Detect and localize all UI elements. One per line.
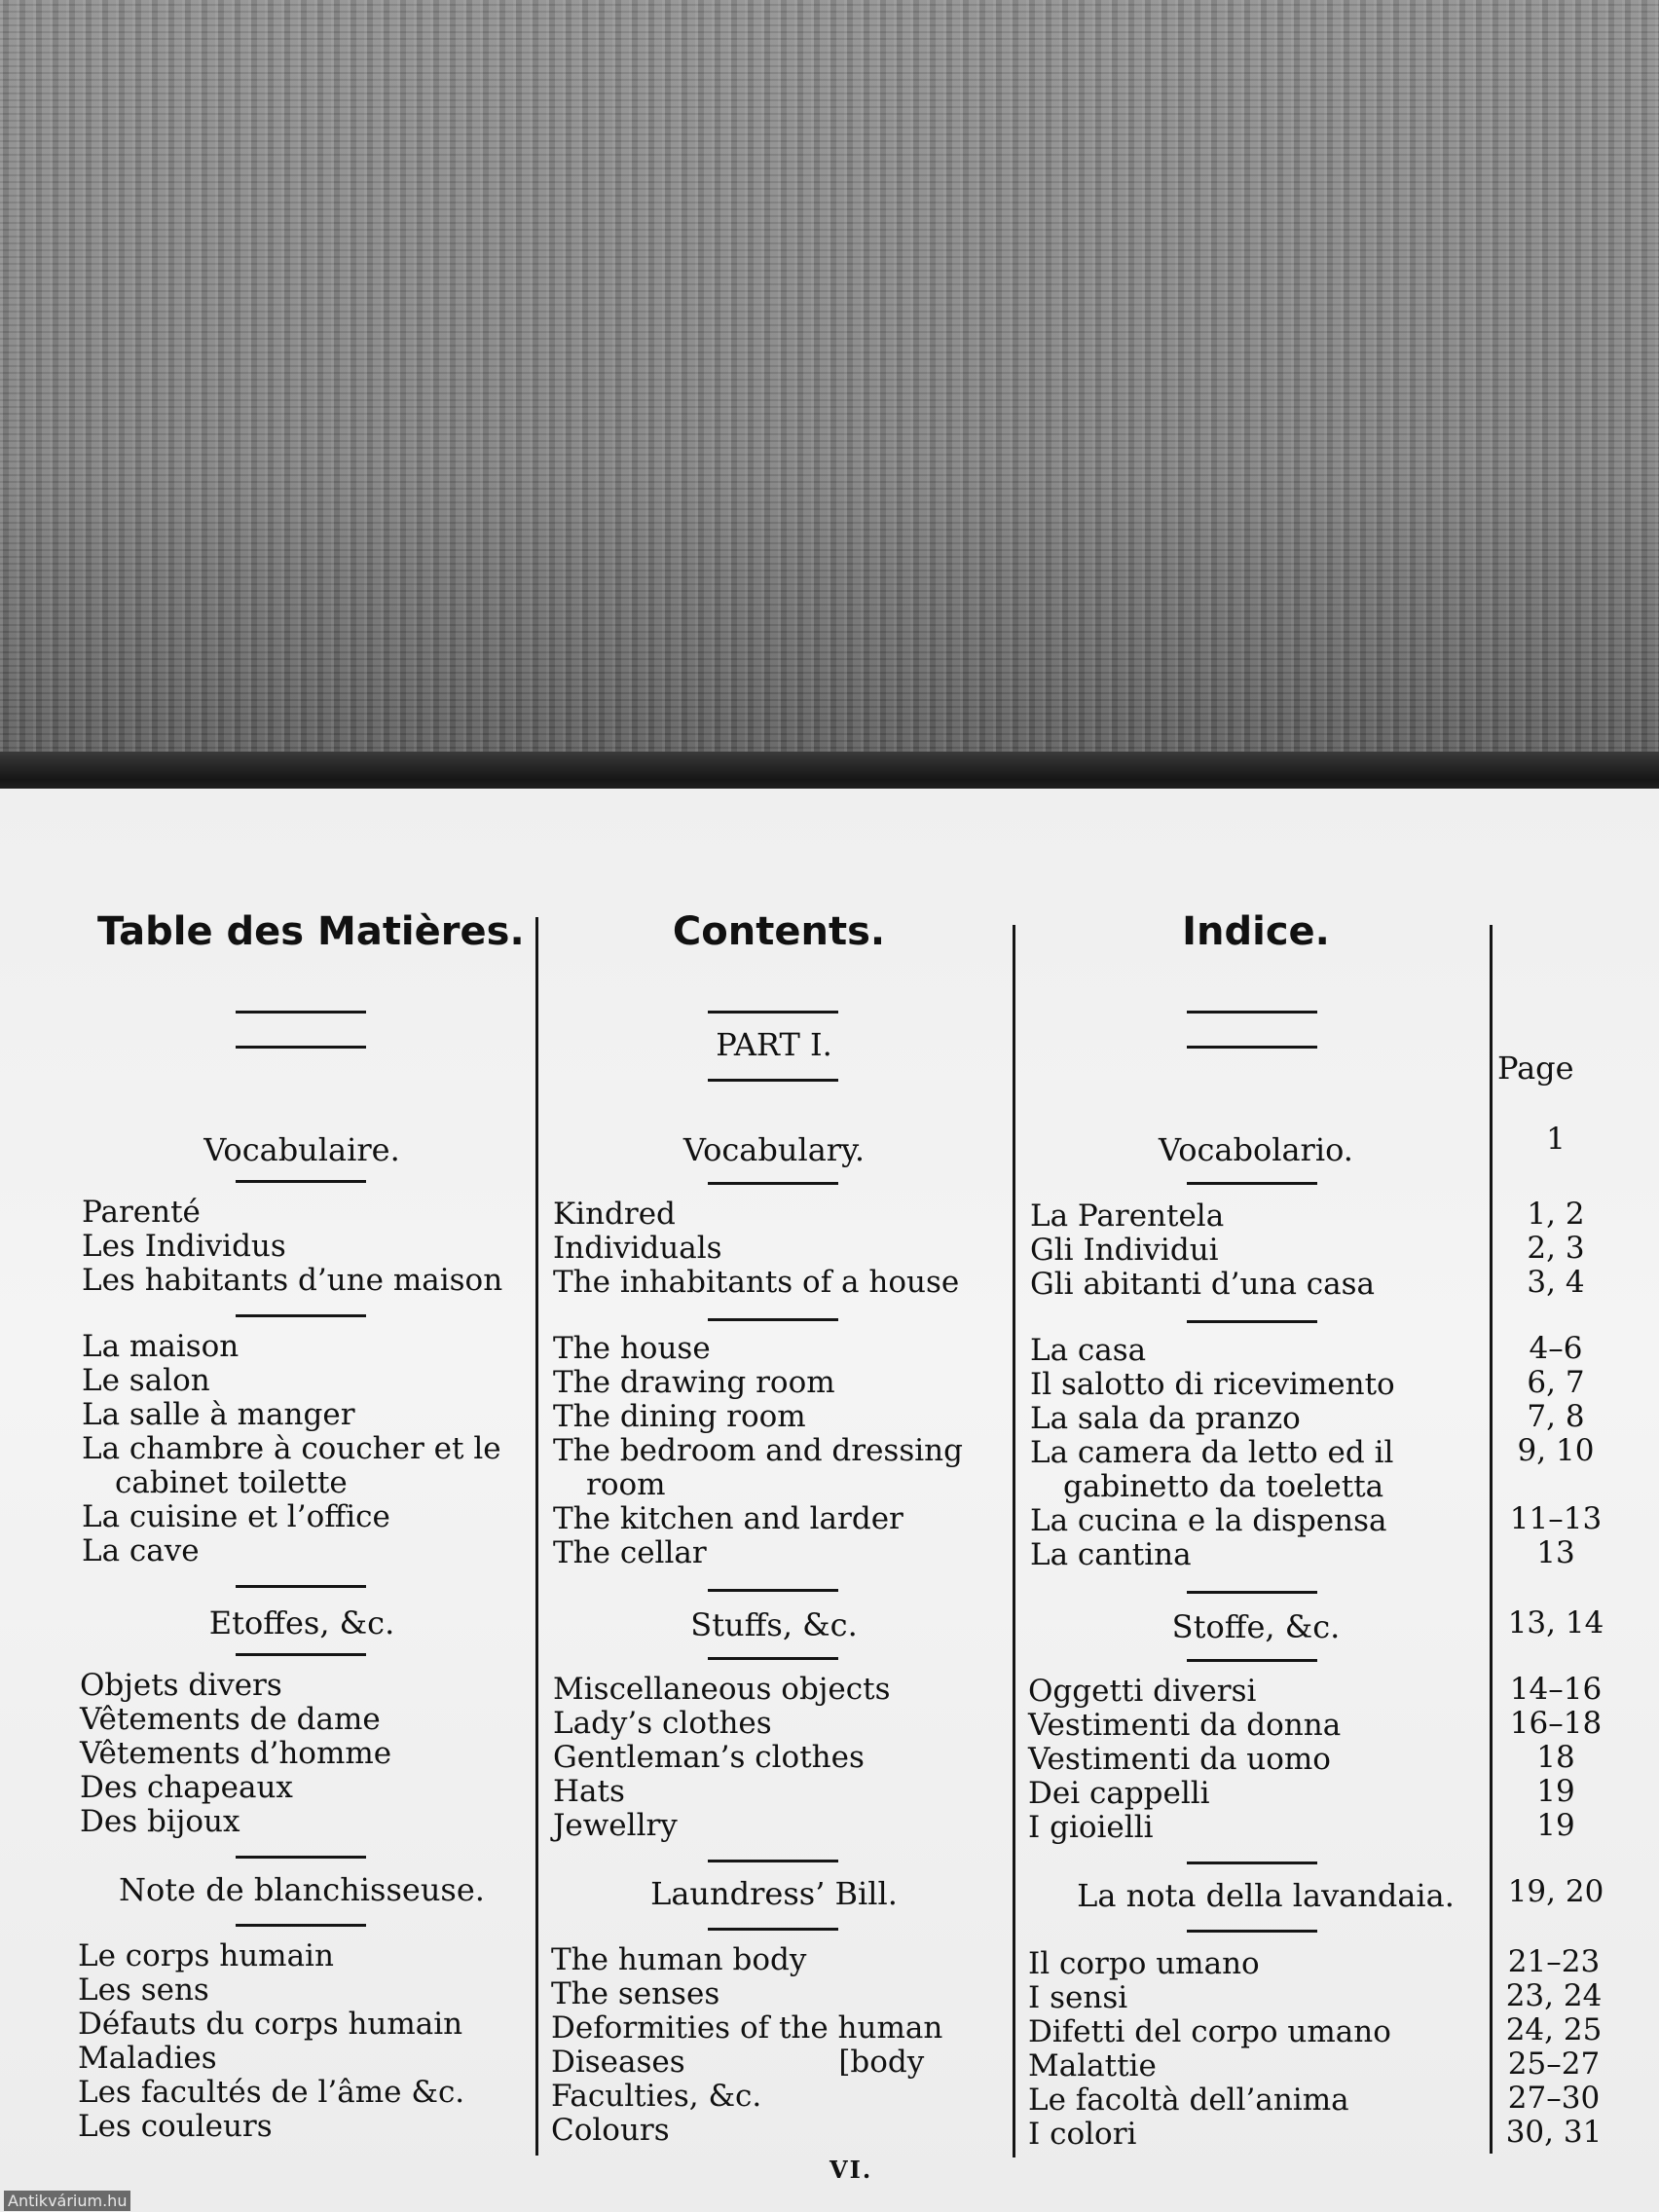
divider-rule bbox=[1187, 1182, 1317, 1185]
section-title-english: Vocabulary. bbox=[682, 1131, 866, 1168]
divider-rule bbox=[236, 1180, 366, 1183]
divider-rule bbox=[236, 1046, 366, 1049]
entry-italian: La camera da letto ed il bbox=[1030, 1435, 1394, 1470]
entry-french: La chambre à coucher et le bbox=[82, 1431, 501, 1466]
divider-rule bbox=[1187, 1320, 1317, 1323]
entry-french: Le corps humain bbox=[78, 1938, 334, 1973]
entry-page: 30, 31 bbox=[1505, 2115, 1603, 2150]
entry-page: 21–23 bbox=[1507, 1944, 1601, 1979]
entry-english: The human body bbox=[551, 1942, 807, 1977]
entry-page: 6, 7 bbox=[1527, 1365, 1585, 1400]
entry-english: The dining room bbox=[553, 1399, 806, 1434]
entry-italian: La Parentela bbox=[1030, 1198, 1225, 1234]
divider-rule bbox=[1187, 1659, 1317, 1662]
divider-rule bbox=[236, 1585, 366, 1588]
column-divider bbox=[1490, 925, 1493, 2154]
column-divider bbox=[535, 917, 538, 2156]
divider-rule bbox=[236, 1924, 366, 1927]
entry-french: La cuisine et l’office bbox=[82, 1499, 390, 1534]
entry-italian: Dei cappelli bbox=[1028, 1776, 1210, 1811]
entry-french: Défauts du corps humain bbox=[78, 2007, 463, 2042]
divider-rule bbox=[708, 1182, 838, 1185]
divider-rule bbox=[236, 1011, 366, 1014]
entry-french: Maladies bbox=[78, 2041, 217, 2076]
entry-italian: La sala da pranzo bbox=[1030, 1401, 1301, 1436]
entry-english: The inhabitants of a house bbox=[553, 1265, 960, 1300]
divider-rule bbox=[236, 1314, 366, 1317]
entry-french: Objets divers bbox=[80, 1668, 282, 1703]
section-title-french: Etoffes, &c. bbox=[208, 1604, 395, 1641]
entry-italian: Il corpo umano bbox=[1028, 1946, 1260, 1981]
divider-rule bbox=[1187, 1862, 1317, 1864]
entry-english: The house bbox=[553, 1331, 711, 1366]
entry-english: Miscellaneous objects bbox=[553, 1672, 891, 1707]
entry-french: cabinet toilette bbox=[115, 1465, 348, 1500]
entry-page: 23, 24 bbox=[1505, 1978, 1603, 2013]
divider-rule bbox=[1187, 1930, 1317, 1933]
column-divider bbox=[1013, 925, 1015, 2157]
part-label: PART I. bbox=[716, 1026, 832, 1063]
entry-italian: I sensi bbox=[1028, 1980, 1128, 2015]
entry-italian: gabinetto da toeletta bbox=[1063, 1469, 1384, 1504]
entry-english: Kindred bbox=[553, 1197, 676, 1232]
entry-french: La maison bbox=[82, 1329, 240, 1364]
entry-italian: La cucina e la dispensa bbox=[1030, 1503, 1387, 1538]
entry-page: 18 bbox=[1536, 1740, 1575, 1775]
page-footer-number: VI. bbox=[830, 2156, 873, 2184]
entry-french: Les couleurs bbox=[78, 2109, 273, 2144]
page-column-label: Page bbox=[1497, 1050, 1574, 1087]
entry-page: 24, 25 bbox=[1505, 2012, 1603, 2047]
entry-french: Parenté bbox=[82, 1195, 201, 1230]
divider-rule bbox=[236, 1856, 366, 1859]
entry-french: La salle à manger bbox=[82, 1397, 355, 1432]
divider-rule bbox=[236, 1653, 366, 1656]
entry-english: Individuals bbox=[553, 1231, 722, 1266]
entry-page: 7, 8 bbox=[1527, 1399, 1585, 1434]
section-page: 19, 20 bbox=[1507, 1874, 1604, 1909]
section-title-french: Vocabulaire. bbox=[203, 1131, 400, 1168]
section-title-italian: Stoffe, &c. bbox=[1171, 1608, 1341, 1645]
entry-english: Deformities of the human bbox=[551, 2010, 943, 2046]
entry-page: 9, 10 bbox=[1517, 1433, 1595, 1468]
background-board bbox=[0, 0, 1659, 769]
section-page: 1 bbox=[1546, 1122, 1566, 1157]
entry-french: Des bijoux bbox=[80, 1804, 240, 1839]
entry-italian: Difetti del corpo umano bbox=[1028, 2014, 1391, 2049]
entry-english: Lady’s clothes bbox=[553, 1706, 772, 1741]
entry-english: The drawing room bbox=[553, 1365, 835, 1400]
section-title-italian: La nota della lavandaia. bbox=[1077, 1877, 1455, 1914]
divider-rule bbox=[708, 1079, 838, 1082]
entry-english: Faculties, &c. bbox=[551, 2079, 762, 2114]
entry-page: 19 bbox=[1536, 1808, 1575, 1843]
entry-italian: Gli abitanti d’una casa bbox=[1030, 1267, 1376, 1302]
divider-rule bbox=[1187, 1591, 1317, 1594]
entry-italian: Malattie bbox=[1028, 2048, 1157, 2083]
divider-rule bbox=[1187, 1011, 1317, 1014]
entry-page: 4–6 bbox=[1529, 1331, 1583, 1366]
entry-english: The senses bbox=[551, 1976, 720, 2011]
entry-french: Les facultés de l’âme &c. bbox=[78, 2075, 465, 2110]
section-title-english: Stuffs, &c. bbox=[690, 1606, 858, 1643]
entry-italian: Le facoltà dell’anima bbox=[1028, 2083, 1349, 2118]
entry-page: 14–16 bbox=[1509, 1672, 1603, 1707]
entry-italian: Gli Individui bbox=[1030, 1233, 1219, 1268]
entry-english: The cellar bbox=[553, 1535, 707, 1570]
entry-italian: La casa bbox=[1030, 1333, 1147, 1368]
divider-rule bbox=[708, 1318, 838, 1321]
entry-page: 11–13 bbox=[1509, 1501, 1603, 1536]
section-title-french: Note de blanchisseuse. bbox=[119, 1871, 485, 1908]
heading-french: Table des Matières. bbox=[97, 909, 525, 954]
entry-french: La cave bbox=[82, 1533, 200, 1568]
entry-italian: I colori bbox=[1028, 2117, 1137, 2152]
divider-rule bbox=[708, 1589, 838, 1592]
entry-page: 13 bbox=[1536, 1535, 1575, 1570]
section-title-english: Laundress’ Bill. bbox=[650, 1875, 898, 1912]
entry-english: The bedroom and dressing bbox=[553, 1433, 963, 1468]
entry-page: 19 bbox=[1536, 1774, 1575, 1809]
entry-english: Gentleman’s clothes bbox=[553, 1740, 865, 1775]
contents-page bbox=[0, 789, 1659, 2212]
entry-italian: Vestimenti da uomo bbox=[1028, 1742, 1331, 1777]
entry-italian: Oggetti diversi bbox=[1028, 1674, 1257, 1709]
section-page: 13, 14 bbox=[1507, 1605, 1604, 1641]
entry-french: Les habitants d’une maison bbox=[82, 1263, 503, 1298]
entry-italian: Il salotto di ricevimento bbox=[1030, 1367, 1395, 1402]
divider-rule bbox=[708, 1928, 838, 1931]
entry-english: The kitchen and larder bbox=[553, 1501, 903, 1536]
entry-english: room bbox=[586, 1467, 666, 1502]
heading-italian: Indice. bbox=[1182, 909, 1330, 954]
watermark: Antikvárium.hu bbox=[4, 2191, 130, 2211]
entry-french: Des chapeaux bbox=[80, 1770, 293, 1805]
entry-italian: I gioielli bbox=[1028, 1810, 1154, 1845]
section-title-italian: Vocabolario. bbox=[1159, 1131, 1353, 1168]
entry-english: Colours bbox=[551, 2113, 670, 2148]
entry-page: 27–30 bbox=[1507, 2081, 1601, 2116]
entry-page: 2, 3 bbox=[1527, 1231, 1585, 1266]
entry-french: Vêtements d’homme bbox=[80, 1736, 392, 1771]
entry-page: 25–27 bbox=[1507, 2046, 1601, 2082]
entry-page: 1, 2 bbox=[1527, 1197, 1585, 1232]
entry-french: Les Individus bbox=[82, 1229, 286, 1264]
divider-rule bbox=[708, 1860, 838, 1862]
entry-italian: La cantina bbox=[1030, 1537, 1192, 1572]
entry-english: Jewellry bbox=[553, 1808, 678, 1843]
entry-page: 3, 4 bbox=[1527, 1265, 1585, 1300]
entry-english: Hats bbox=[553, 1774, 625, 1809]
entry-french: Vêtements de dame bbox=[80, 1702, 381, 1737]
divider-rule bbox=[708, 1657, 838, 1660]
divider-rule bbox=[1187, 1046, 1317, 1049]
heading-english: Contents. bbox=[672, 909, 886, 954]
entry-french: Les sens bbox=[78, 1972, 209, 2008]
entry-french: Le salon bbox=[82, 1363, 210, 1398]
divider-rule bbox=[708, 1011, 838, 1014]
entry-italian: Vestimenti da donna bbox=[1028, 1708, 1342, 1743]
entry-english: Diseases [body bbox=[551, 2045, 925, 2080]
entry-page: 16–18 bbox=[1509, 1706, 1603, 1741]
